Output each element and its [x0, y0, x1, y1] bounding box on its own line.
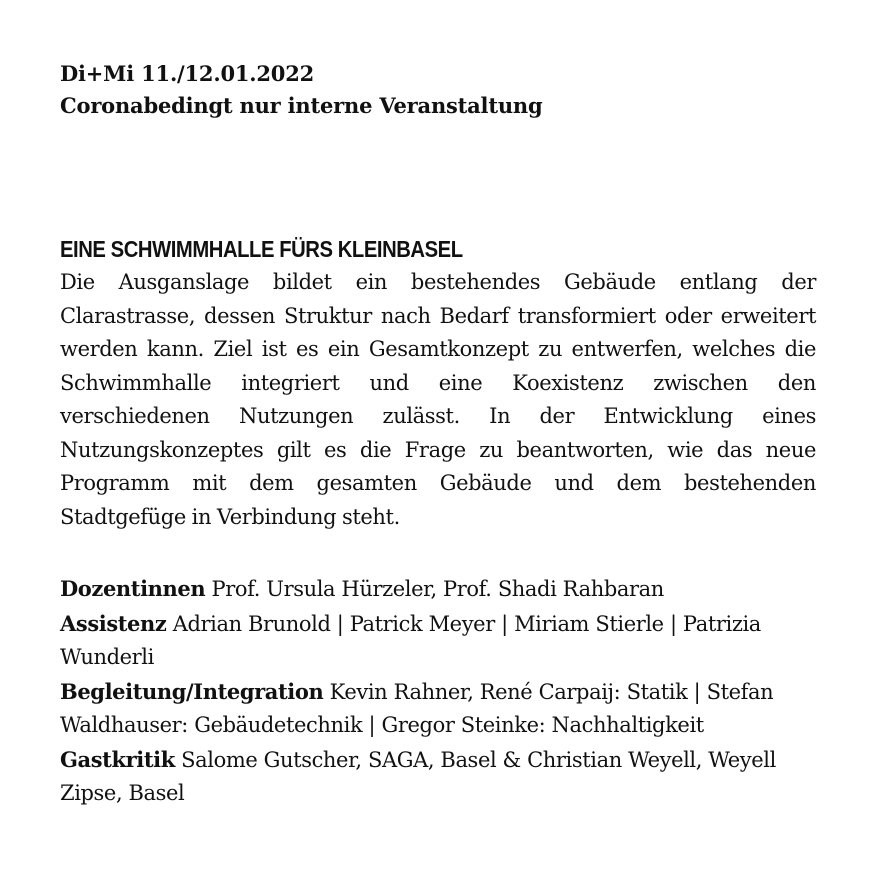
- credit-role: Begleitung/Integration: [60, 678, 324, 704]
- document-page: [60, 58, 816, 811]
- project-section: [60, 234, 816, 534]
- project-title: EINE SCHWIMMHALLE FÜRS KLEINBASEL: [60, 236, 463, 262]
- event-header: [60, 58, 816, 122]
- credit-names: Prof. Ursula Hürzeler, Prof. Shadi Rahbaran: [211, 577, 664, 601]
- project-description: Die Ausganslage bildet ein bestehendes Gebäude entlang der Clarastrasse, dessen Struktur nach Bedarf transformiert oder erweitert werden kann. Ziel ist es ein Gesamtkonzept zu entwerfen, welches die Schwimmhalle integriert und eine Koexistenz zwischen den verschiedenen Nutzungen zulässt. In der Entwicklung eines Nutzungskonzeptes gilt es die Frage zu beantworten, wie das neue Programm mit dem gesamten Gebäude und dem bestehenden Stadtgefüge in Verbindung steht.: [60, 270, 816, 529]
- event-note: Coronabedingt nur interne Veranstaltung: [60, 93, 543, 118]
- credit-names: Kevin Rahner, René Carpaij: Statik | Stefan Waldhauser: Gebäudetechnik | Gregor Steinke: Nachhaltigkeit: [60, 679, 774, 737]
- credit-role: Assistenz: [60, 610, 167, 636]
- credit-begleitung: [60, 675, 816, 743]
- credit-role: Dozentinnen: [60, 576, 206, 601]
- credit-assistenz: [60, 607, 816, 675]
- credit-names: Adrian Brunold | Patrick Meyer | Miriam Stierle | Patrizia Wunderli: [60, 611, 761, 669]
- credit-gastkritik: [60, 743, 816, 811]
- credit-dozentinnen: [60, 572, 816, 607]
- credits-list: [60, 572, 816, 811]
- event-date: Di+Mi 11./12.01.2022: [60, 61, 315, 86]
- credit-role: Gastkritik: [60, 746, 175, 772]
- credit-names: Salome Gutscher, SAGA, Basel & Christian Weyell, Weyell Zipse, Basel: [60, 747, 776, 805]
